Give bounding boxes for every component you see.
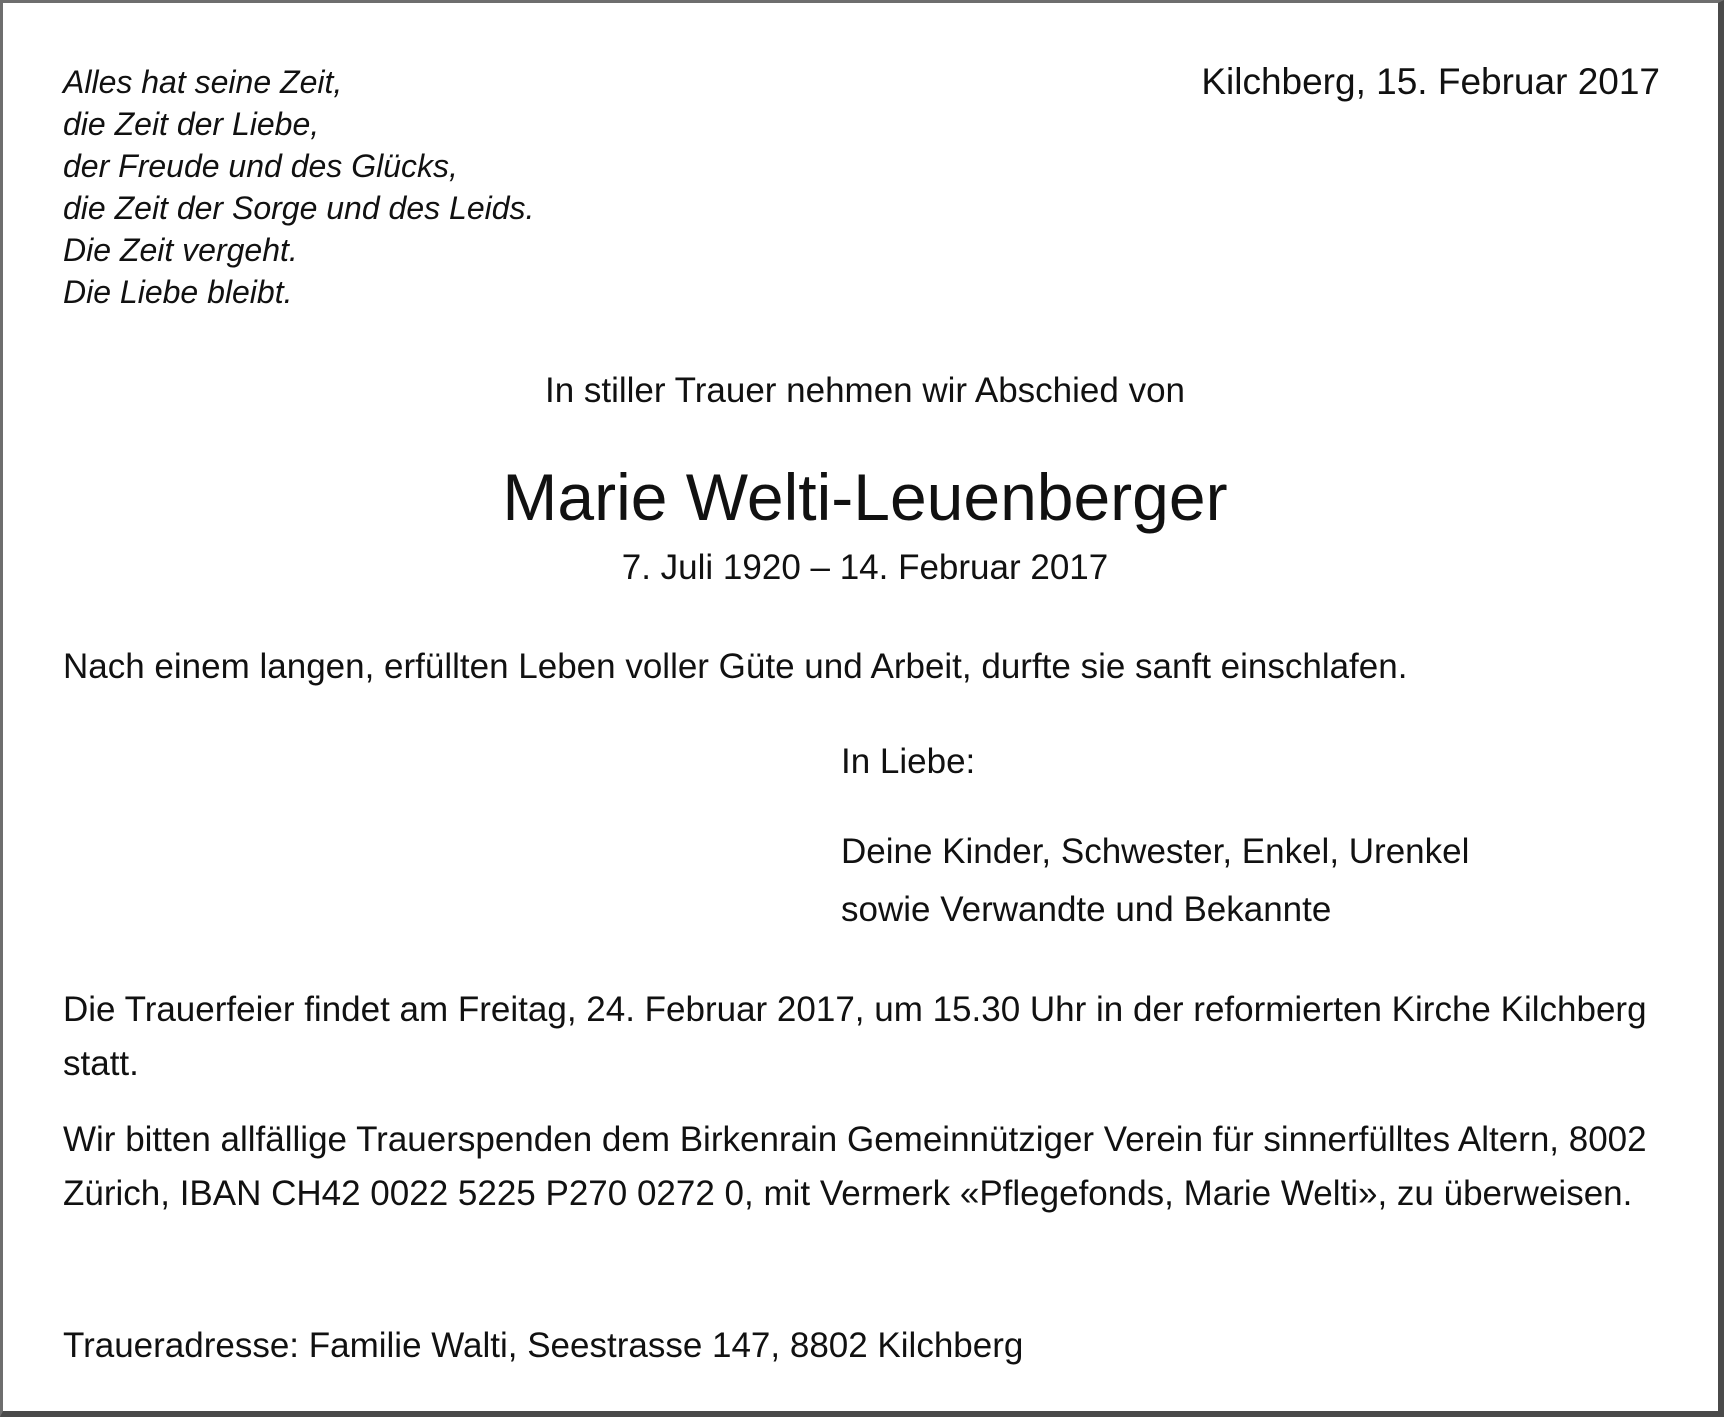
poem-line: die Zeit der Sorge und des Leids. <box>63 190 535 226</box>
memorial-sentence: Nach einem langen, erfüllten Leben voller Güte und Arbeit, durfte sie sanft einschlafen. <box>63 647 1408 686</box>
poem-line: Die Liebe bleibt. <box>63 274 293 310</box>
intro-text: In stiller Trauer nehmen wir Abschied von <box>544 371 1186 410</box>
ceremony-paragraph: Die Trauerfeier findet am Freitag, 24. Februar 2017, um 15.30 Uhr in der reformierten Kirche Kilchberg statt. <box>63 990 1647 1083</box>
poem <box>63 61 534 313</box>
poem-line: der Freude und des Glücks, <box>63 148 458 184</box>
deceased-name: Marie Welti-Leuenberger <box>502 460 1228 534</box>
poem-line: die Zeit der Liebe, <box>63 106 320 142</box>
life-dates: 7. Juli 1920 – 14. Februar 2017 <box>621 548 1109 587</box>
mourners-line: sowie Verwandte und Bekannte <box>841 890 1332 929</box>
place-date: Kilchberg, 15. Februar 2017 <box>1201 61 1660 102</box>
mourners-label: In Liebe: <box>841 742 976 781</box>
mourners-line: Deine Kinder, Schwester, Enkel, Urenkel <box>841 832 1470 871</box>
mourning-address: Traueradresse: Familie Walti, Seestrasse 147, 8802 Kilchberg <box>63 1326 1024 1365</box>
donation-paragraph: Wir bitten allfällige Trauerspenden dem Birkenrain Gemeinnütziger Verein für sinnerfülltes Altern, 8002 Zürich, IBAN CH42 0022 5225 P270 0272 0, mit Vermerk «Pflegefonds, Marie Welti», zu überweisen. <box>63 1120 1647 1213</box>
poem-line: Alles hat seine Zeit, <box>63 64 343 100</box>
mourners-list <box>841 823 1469 939</box>
poem-line: Die Zeit vergeht. <box>63 232 298 268</box>
